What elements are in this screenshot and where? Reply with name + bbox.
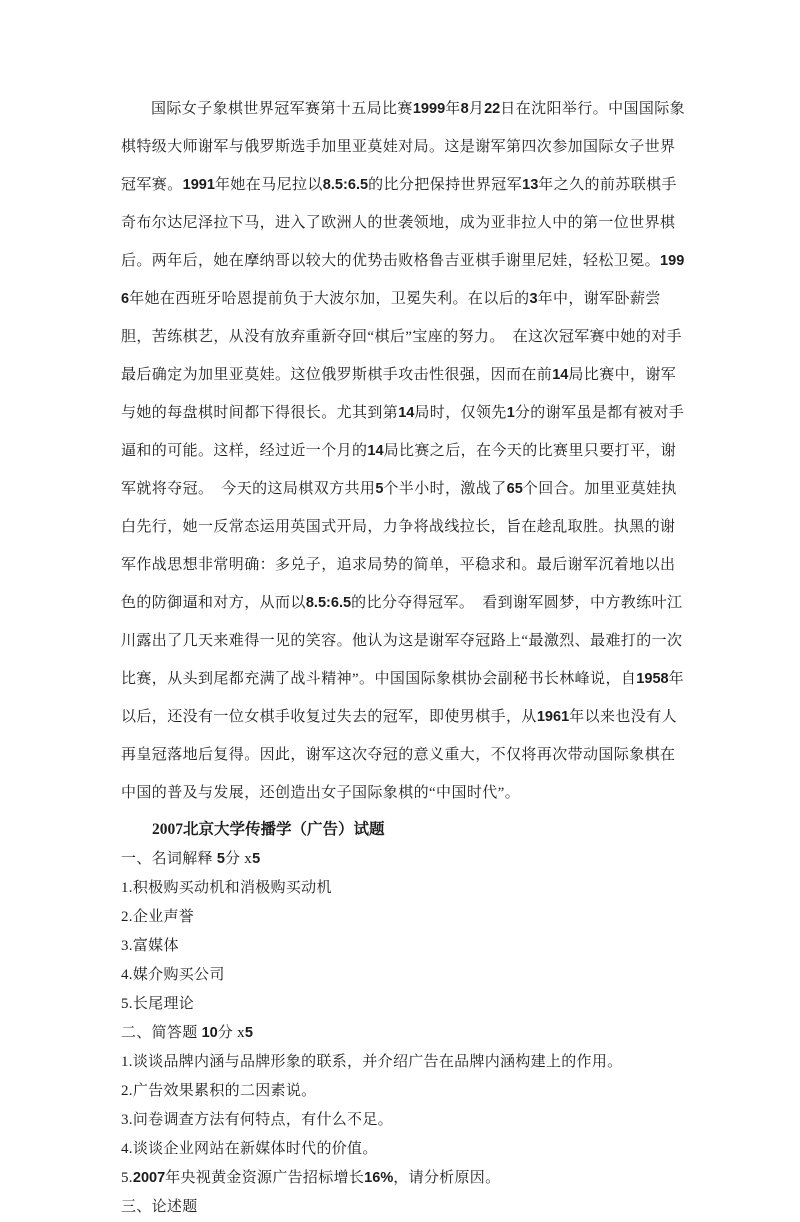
exam-title: 2007北京大学传播学（广告）试题 [152,821,385,838]
exam-item: 4.媒介购买公司 [121,967,225,983]
exam-item: 5.长尾理论 [121,996,195,1012]
exam-item: 1.积极购买动机和消极购买动机 [121,880,332,896]
section-2-heading: 二、简答题 10分 x5 [121,1025,253,1041]
exam-item: 3.问卷调查方法有何特点，有什么不足。 [121,1112,393,1128]
section-1-heading: 一、名词解释 5分 x5 [121,851,261,867]
article-paragraph: 国际女子象棋世界冠军赛第十五局比赛1999年8月22日在沈阳举行。中国国际象棋特级大师谢军与俄罗斯选手加里亚莫娃对局。这是谢军第四次参加国际女子世界冠军赛。1991年她在马尼拉以8.5:6.5的比分把保持世界冠军13年之久的前苏联棋手奇布尔达尼泽拉下马，进入了欧洲人的世袭领地，成为亚非拉人中的第一位世界棋后。两年后，她在摩纳哥以较大的优势击败格鲁吉亚棋手谢里尼娃，轻松卫冕。1996年她在西班牙哈恩提前负于大波尔加，卫冕失利。在以后的3年中，谢军卧薪尝胆，苦练棋艺，从没有放弃重新夺回“棋后”宝座的努力。 在这次冠军赛中她的对手最后确定为加里亚莫娃。这位俄罗斯棋手攻击性很强，因而在前14局比赛中，谢军与她的每盘棋时间都下得很长。尤其到第14局时，仅领先1分的谢军虽是都有被对手逼和的可能。这样，经过近一个月的14局比赛之后，在今天的比赛里只要打平，谢军就将夺冠。 今天的这局棋双方共用5个半小时，激战了65个回合。加里亚莫娃执白先行，她一反常态运用英国式开局，力争将战线拉长，旨在趁乱取胜。执黑的谢军作战思想非常明确：多兑子，追求局势的简单，平稳求和。最后谢军沉着地以出色的防御逼和对方，从而以8.5:6.5的比分夺得冠军。 看到谢军圆梦，中方教练叶江川露出了几天来难得一见的笑容。他认为这是谢军夺冠路上“最激烈、最难打的一次比赛，从头到尾都充满了战斗精神”。中国国际象棋协会副秘书长林峰说，自1958年以后，还没有一位女棋手收复过失去的冠军，即使男棋手，从1961年以来也没有人再皇冠落地后复得。因此，谢军这次夺冠的意义重大，不仅将再次带动国际象棋在中国的普及与发展，还创造出女子国际象棋的“中国时代”。 [121,101,686,801]
document-content [121,90,689,1222]
exam-item: 5.2007年央视黄金资源广告招标增长16%，请分析原因。 [121,1170,501,1186]
section-3-heading: 三、论述题 [121,1199,198,1215]
exam-item: 2.企业声誉 [121,909,195,925]
exam-item: 2.广告效果累积的二因素说。 [121,1083,317,1099]
exam-item: 1.谈谈品牌内涵与品牌形象的联系，并介绍广告在品牌内涵构建上的作用。 [121,1054,623,1070]
exam-item: 4.谈谈企业网站在新媒体时代的价值。 [121,1141,378,1157]
exam-item: 3.富媒体 [121,938,179,954]
